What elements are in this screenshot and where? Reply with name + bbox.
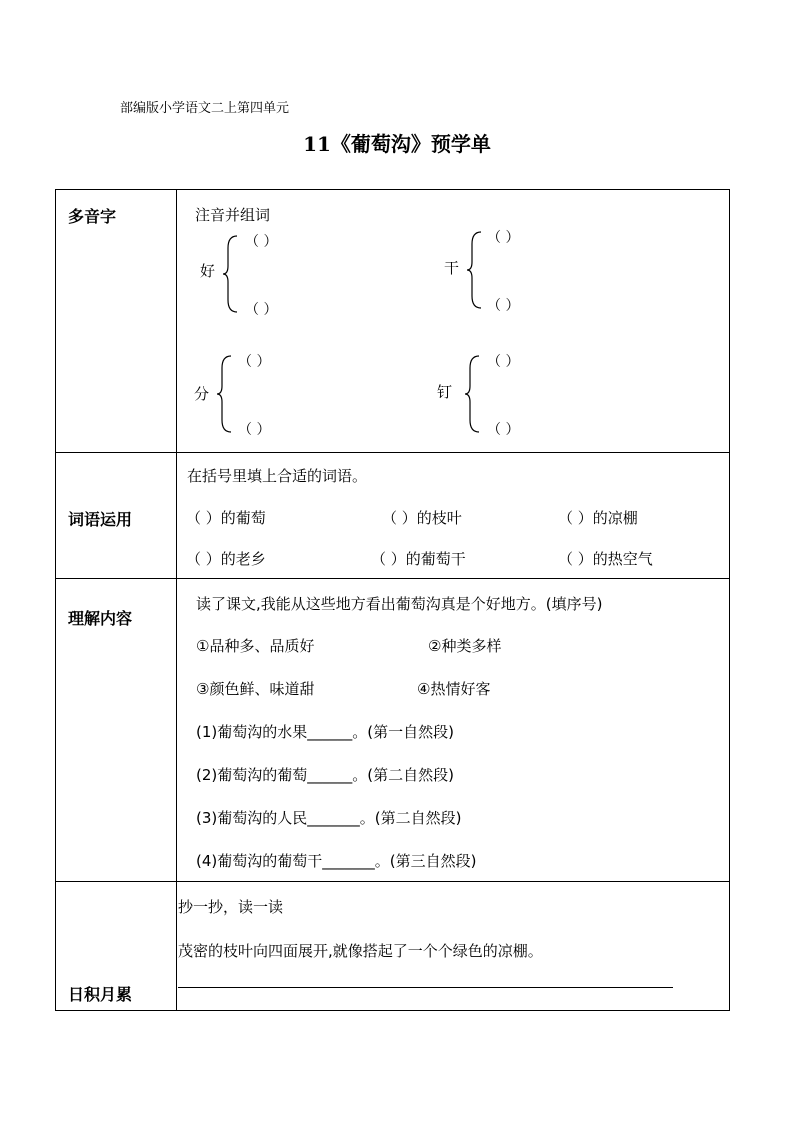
- brace-icon: [222, 234, 240, 314]
- fill-item[interactable]: （ ）的枝叶: [382, 509, 462, 527]
- fill-item[interactable]: （ ）的葡萄: [186, 509, 266, 527]
- pinyin-blank[interactable]: （ ）: [487, 422, 520, 438]
- question-item[interactable]: (3)葡萄沟的人民_______。(第二自然段): [196, 809, 462, 827]
- row-divider-3: [55, 881, 730, 882]
- fill-item[interactable]: （ ）的热空气: [558, 550, 653, 568]
- question-item[interactable]: (1)葡萄沟的水果______。(第一自然段): [196, 723, 454, 741]
- pinyin-blank[interactable]: （ ）: [238, 422, 271, 438]
- pinyin-blank[interactable]: （ ）: [245, 302, 278, 318]
- instruction-comprehension: 读了课文,我能从这些地方看出葡萄沟真是个好地方。(填序号): [196, 595, 603, 613]
- row-divider-2: [55, 578, 730, 579]
- row-label-polyphonic: 多音字: [68, 207, 117, 226]
- polyphonic-char-hao: 好: [200, 262, 216, 280]
- row-divider-1: [55, 452, 730, 453]
- option-item: ①品种多、品质好: [196, 637, 315, 655]
- pinyin-blank[interactable]: （ ）: [238, 354, 271, 370]
- instruction-polyphonic: 注音并组词: [195, 206, 271, 224]
- copy-writing-line[interactable]: [178, 987, 673, 988]
- brace-icon: [466, 230, 484, 310]
- pinyin-blank[interactable]: （ ）: [487, 298, 520, 314]
- model-sentence: 茂密的枝叶向四面展开,就像搭起了一个个绿色的凉棚。: [178, 942, 543, 960]
- option-item: ②种类多样: [428, 637, 502, 655]
- page-title: 11《葡萄沟》预学单: [303, 132, 491, 156]
- brace-icon: [216, 354, 234, 434]
- instruction-copy-read: 抄一抄，读一读: [178, 898, 284, 916]
- question-item[interactable]: (2)葡萄沟的葡萄______。(第二自然段): [196, 766, 454, 784]
- pinyin-blank[interactable]: （ ）: [487, 354, 520, 370]
- polyphonic-char-gan: 干: [444, 259, 460, 277]
- row-label-accumulation: 日积月累: [68, 985, 133, 1004]
- polyphonic-char-fen: 分: [194, 385, 210, 403]
- pinyin-blank[interactable]: （ ）: [245, 234, 278, 250]
- question-item[interactable]: (4)葡萄沟的葡萄干_______。(第三自然段): [196, 852, 477, 870]
- row-label-word-use: 词语运用: [68, 510, 133, 529]
- brace-icon: [464, 354, 482, 434]
- option-item: ③颜色鲜、味道甜: [196, 680, 315, 698]
- fill-item[interactable]: （ ）的凉棚: [558, 509, 638, 527]
- subtitle: 部编版小学语文二上第四单元: [120, 101, 290, 116]
- fill-item[interactable]: （ ）的老乡: [186, 550, 266, 568]
- table-column-divider: [176, 189, 177, 1011]
- instruction-word-use: 在括号里填上合适的词语。: [187, 467, 368, 485]
- option-item: ④热情好客: [417, 680, 491, 698]
- polyphonic-char-ding: 钉: [437, 383, 453, 401]
- pinyin-blank[interactable]: （ ）: [487, 230, 520, 246]
- fill-item[interactable]: （ ）的葡萄干: [371, 550, 466, 568]
- row-label-comprehension: 理解内容: [68, 609, 133, 628]
